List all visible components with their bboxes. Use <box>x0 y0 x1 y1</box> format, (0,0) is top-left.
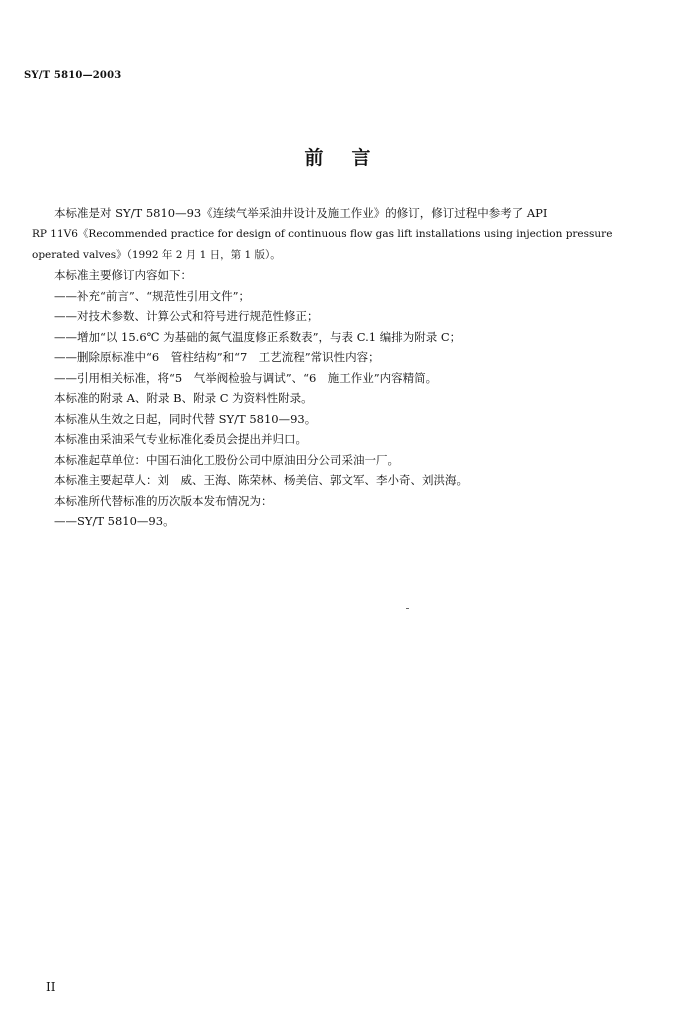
paragraph-drafters: 本标准主要起草人：刘 威、王海、陈荣林、杨美信、郭文军、李小奇、刘洪海。 <box>54 473 468 487</box>
paragraph-effective: 本标准从生效之日起，同时代替 SY/T 5810—93。 <box>54 412 317 426</box>
list-item: ——引用相关标准，将“5 气举阀检验与调试”、“6 施工作业”内容精简。 <box>54 371 438 385</box>
paragraph-history: 本标准所代替标准的历次版本发布情况为： <box>54 494 273 508</box>
paragraph-1-line-2: RP 11V6《Recommended practice for design of continuous flow gas lift installations using injection pressure <box>32 228 613 240</box>
list-item: ——补充“前言”、“规范性引用文件”； <box>54 289 251 303</box>
document-code-header: SY/T 5810—2003 <box>24 70 122 81</box>
list-item: ——增加“以 15.6℃ 为基础的氮气温度修正系数表”，与表 C.1 编排为附录 C； <box>54 330 462 344</box>
paragraph-2: 本标准主要修订内容如下： <box>54 268 192 282</box>
paragraph-appendix: 本标准的附录 A、附录 B、附录 C 为资料性附录。 <box>54 391 313 405</box>
paragraph-1-line-3: operated valves》（1992 年 2 月 1 日，第 1 版）。 <box>32 249 281 261</box>
scan-mark <box>406 608 409 609</box>
paragraph-1: 本标准是对 SY/T 5810—93《连续气举采油井设计及施工作业》的修订，修订过程中参考了 API <box>54 206 548 220</box>
paragraph-proposer: 本标准由采油采气专业标准化委员会提出并归口。 <box>54 432 307 446</box>
list-item: ——删除原标准中“6 管柱结构”和“7 工艺流程”常识性内容； <box>54 350 380 364</box>
paragraph-drafting-unit: 本标准起草单位：中国石油化工股份公司中原油田分公司采油一厂。 <box>54 453 399 467</box>
page-title: 前言 <box>304 147 399 169</box>
list-item: ——对技术参数、计算公式和符号进行规范性修正； <box>54 309 319 323</box>
page-number: II <box>46 980 56 994</box>
list-item: ——SY/T 5810—93。 <box>54 514 175 528</box>
